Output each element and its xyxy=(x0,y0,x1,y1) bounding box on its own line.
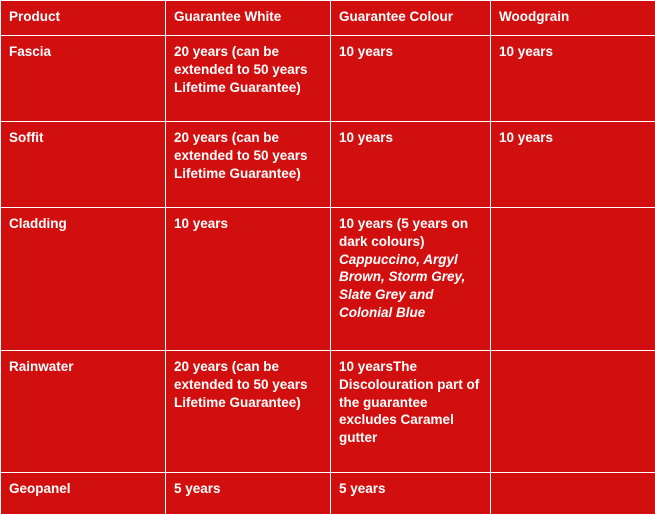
column-header-guarantee-white: Guarantee White xyxy=(166,1,331,36)
cell-guarantee-white: 20 years (can be extended to 50 years Lifetime Guarantee) xyxy=(166,122,331,208)
table-header-row xyxy=(1,1,655,36)
cell-woodgrain: 10 years xyxy=(491,36,655,122)
table-row xyxy=(1,122,655,208)
column-header-woodgrain: Woodgrain xyxy=(491,1,655,36)
cell-guarantee-white: 20 years (can be extended to 50 years Lifetime Guarantee) xyxy=(166,351,331,473)
cell-product: Geopanel xyxy=(1,473,166,515)
cell-guarantee-colour xyxy=(331,351,491,473)
cell-guarantee-white: 5 years xyxy=(166,473,331,515)
table-row xyxy=(1,473,655,515)
cell-product: Rainwater xyxy=(1,351,166,473)
cell-guarantee-colour xyxy=(331,473,491,515)
cell-guarantee-white: 10 years xyxy=(166,208,331,351)
table-row xyxy=(1,208,655,351)
cell-woodgrain: 10 years xyxy=(491,122,655,208)
cell-product: Soffit xyxy=(1,122,166,208)
cell-guarantee-colour xyxy=(331,122,491,208)
cell-product: Fascia xyxy=(1,36,166,122)
cell-guarantee-colour-text: 10 years xyxy=(339,130,394,145)
cell-woodgrain xyxy=(491,473,655,515)
cell-woodgrain xyxy=(491,351,655,473)
column-header-guarantee-colour: Guarantee Colour xyxy=(331,1,491,36)
table-row xyxy=(1,351,655,473)
cell-guarantee-colour-text: 10 years xyxy=(339,44,394,59)
cell-guarantee-white: 20 years (can be extended to 50 years Lifetime Guarantee) xyxy=(166,36,331,122)
table-row xyxy=(1,36,655,122)
cell-guarantee-colour-text: 10 yearsThe Discolouration part of the guarantee excludes Caramel gutter xyxy=(339,359,480,446)
cell-guarantee-colour xyxy=(331,36,491,122)
cell-guarantee-colour-text: 10 years (5 years on dark colours) xyxy=(339,216,469,249)
cell-guarantee-colour xyxy=(331,208,491,351)
column-header-product: Product xyxy=(1,1,166,36)
cell-product: Cladding xyxy=(1,208,166,351)
cell-guarantee-colour-text: 5 years xyxy=(339,481,386,496)
cell-woodgrain xyxy=(491,208,655,351)
cell-guarantee-colour-note: Cappuccino, Argyl Brown, Storm Grey, Slate Grey and Colonial Blue xyxy=(339,251,466,321)
